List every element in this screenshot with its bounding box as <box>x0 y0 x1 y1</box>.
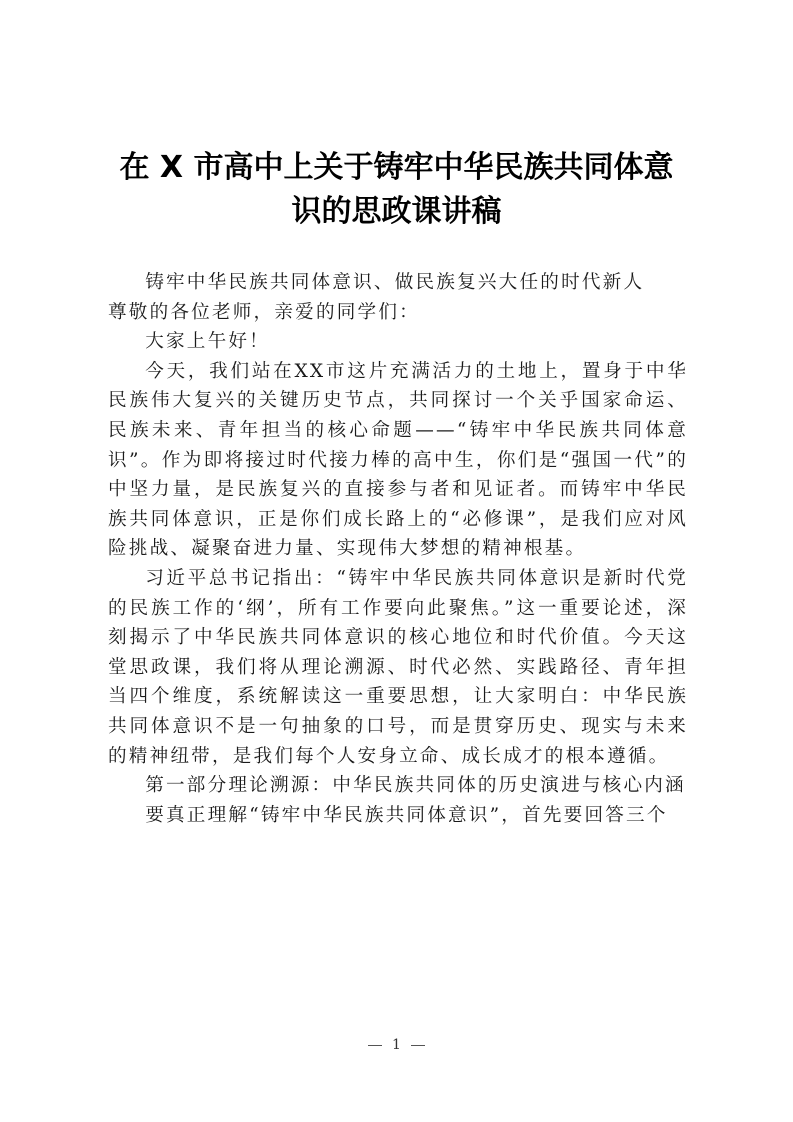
page-number: 1 <box>392 1037 401 1053</box>
page-footer <box>0 1037 793 1053</box>
body-paragraph: 要真正理解“铸牢中华民族共同体意识”，首先要回答三个 <box>145 804 668 826</box>
document-title <box>96 146 697 234</box>
body-paragraph: 今天，我们站在XX市这片充满活力的土地上，置身于中华民族伟大复兴的关键历史节点，共同探讨一个关乎国家命运、民族未来、青年担当的核心命题——“铸牢中华民族共同体意识”。作为即将接过时代接力棒的高中生，你们是“强国一代”的中坚力量，是民族复兴的直接参与者和见证者。而铸牢中华民族共同体意识，正是你们成长路上的“必修课”，是我们应对风险挑战、凝聚奋进力量、实现伟大梦想的精神根基。 <box>108 360 688 560</box>
subtitle-paragraph: 铸牢中华民族共同体意识、做民族复兴大任的时代新人 <box>145 272 645 293</box>
section-heading-paragraph: 第一部分理论溯源：中华民族共同体的历史演进与核心内涵 <box>145 775 686 797</box>
document-body <box>108 268 688 830</box>
salutation-paragraph: 尊敬的各位老师，亲爱的同学们： <box>108 301 420 323</box>
greeting-paragraph: 大家上午好！ <box>145 331 270 353</box>
dash-left-decoration <box>368 1045 382 1046</box>
dash-right-decoration <box>411 1045 425 1046</box>
title-line-1: 在 X 市高中上关于铸牢中华民族共同体意 <box>119 150 674 185</box>
body-paragraph: 习近平总书记指出：“铸牢中华民族共同体意识是新时代党的民族工作的‘纲’，所有工作要向此聚焦。”这一重要论述，深刻揭示了中华民族共同体意识的核心地位和时代价值。今天这堂思政课，我们将从理论溯源、时代必然、实践路径、青年担当四个维度，系统解读这一重要思想，让大家明白：中华民族共同体意识不是一句抽象的口号，而是贯穿历史、现实与未来的精神纽带，是我们每个人安身立命、成长成才的根本遵循。 <box>108 567 688 767</box>
title-line-2: 识的思政课讲稿 <box>291 194 502 229</box>
